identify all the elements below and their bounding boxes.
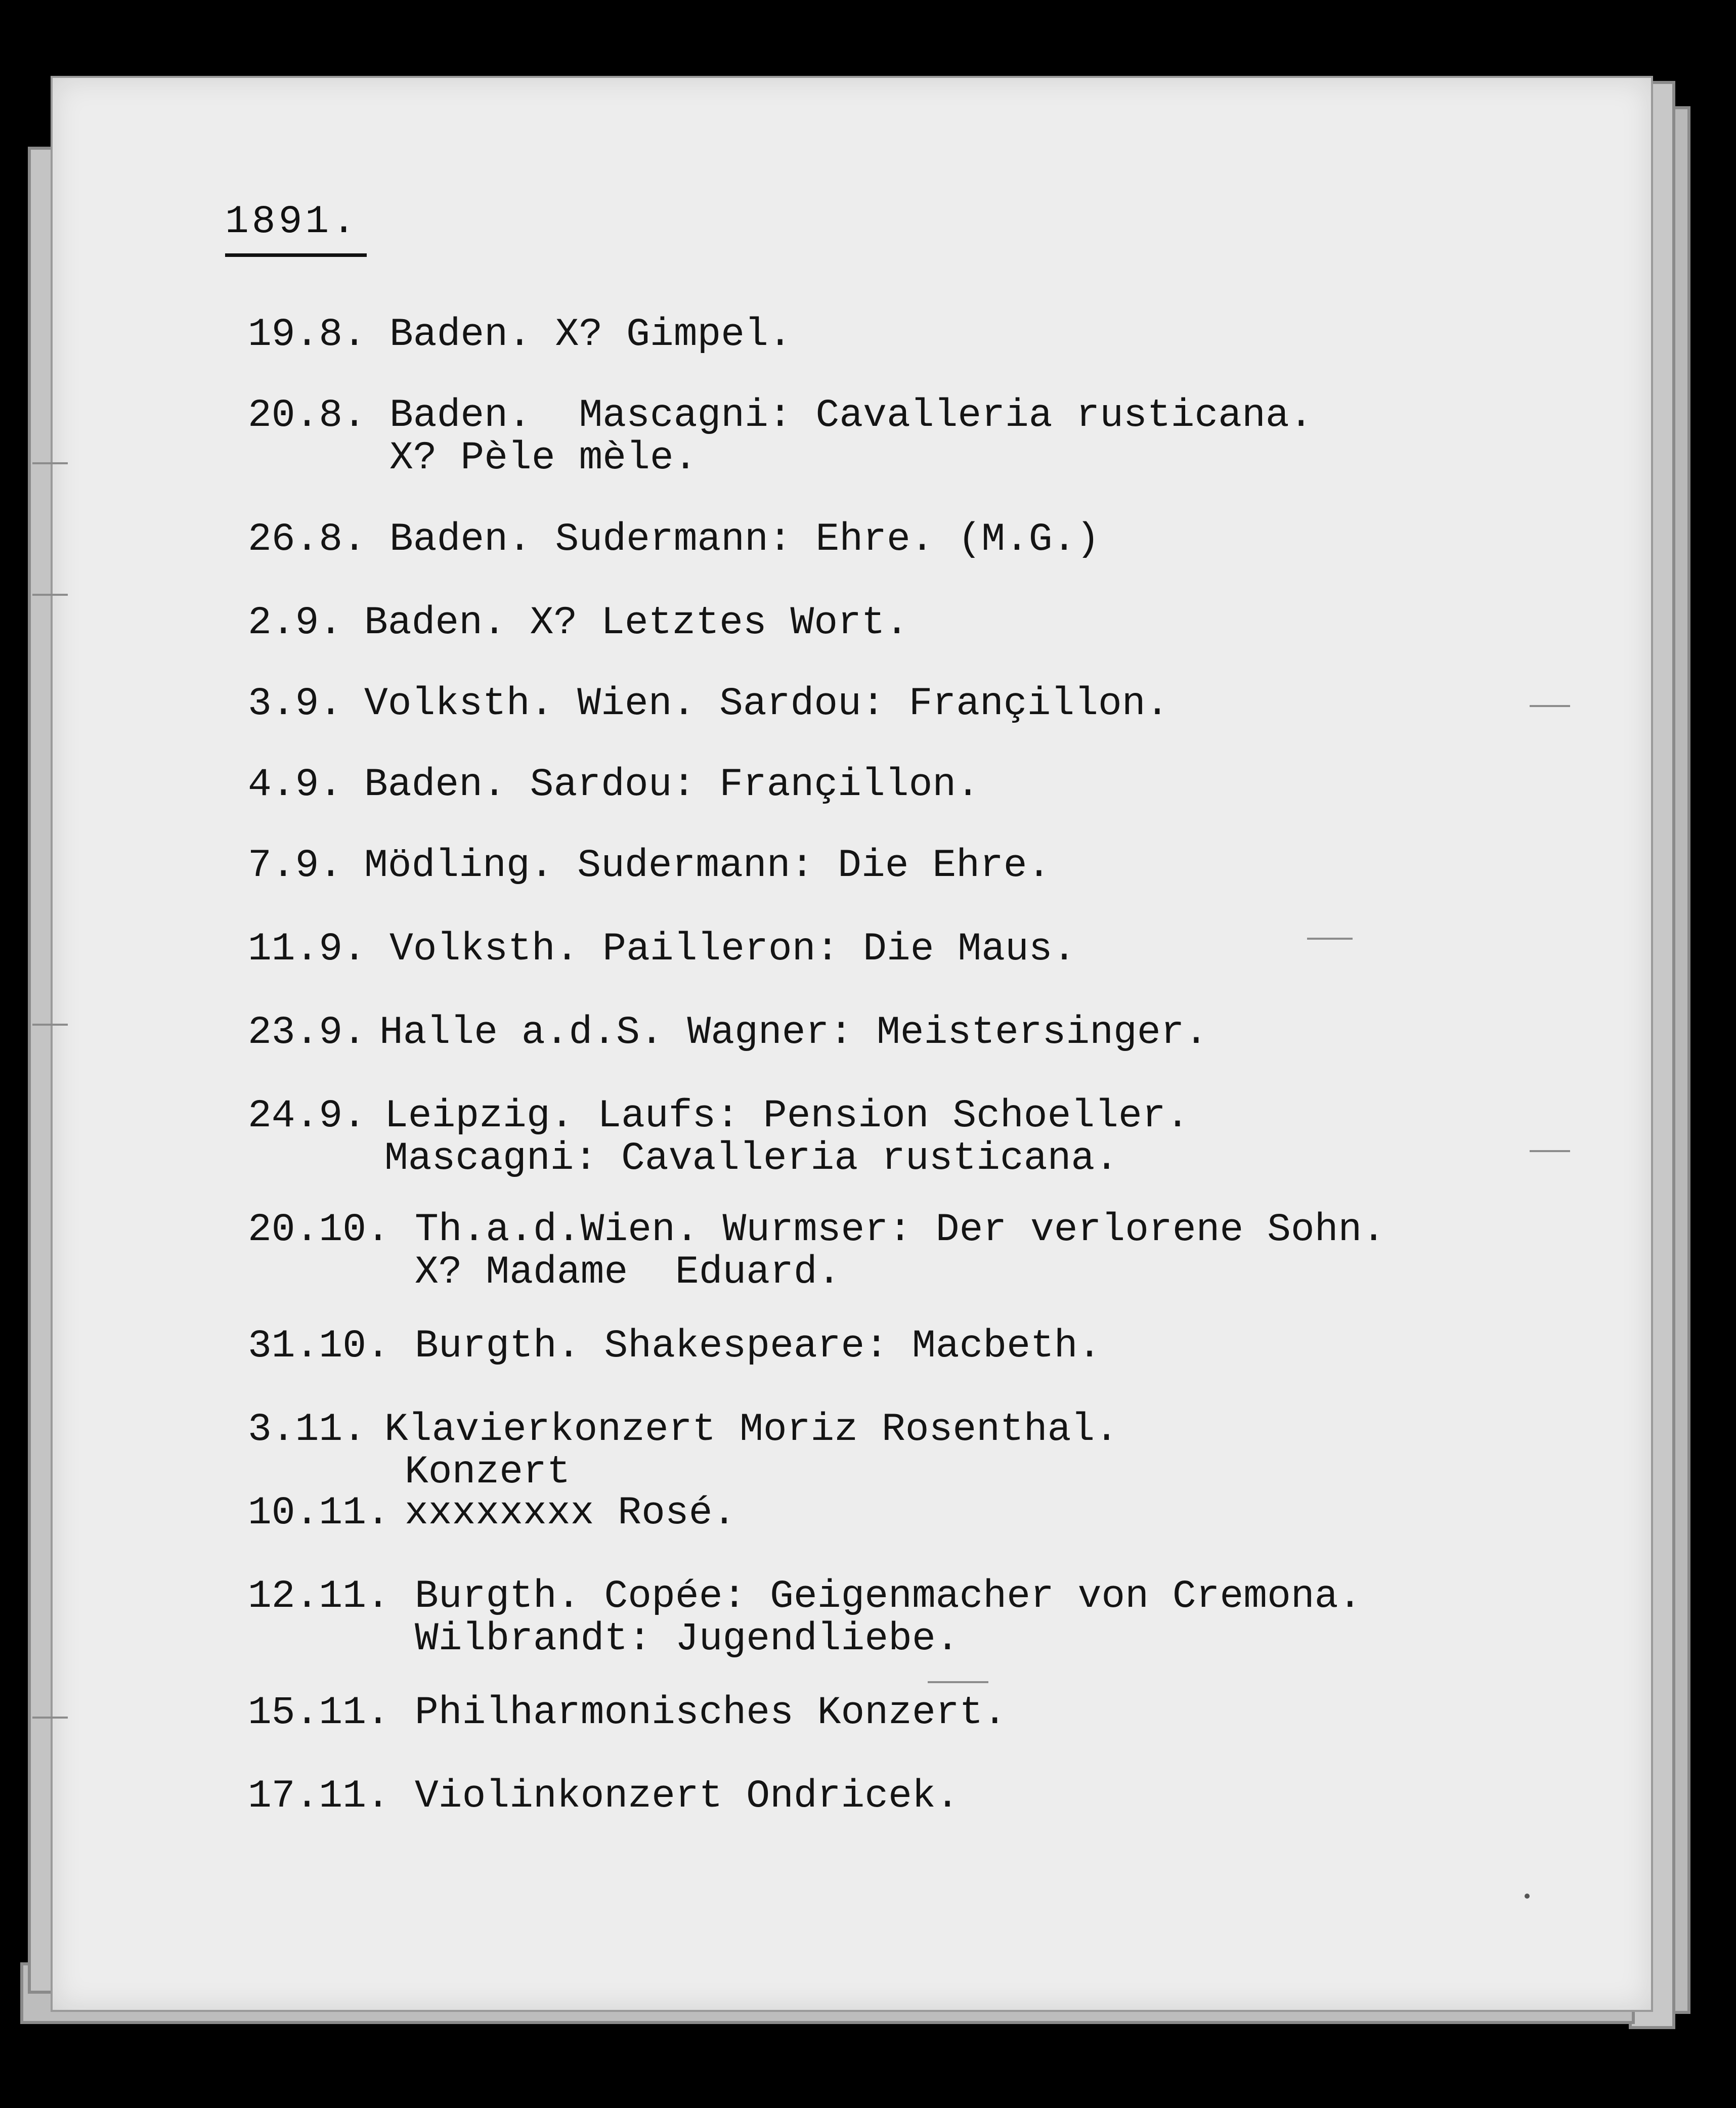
entry-text: Klavierkonzert Moriz Rosenthal. xyxy=(384,1408,1119,1452)
list-item xyxy=(248,1775,1614,1818)
entry-date: 12.11. xyxy=(248,1574,390,1619)
list-item xyxy=(248,314,1614,356)
smudge-mark xyxy=(928,1681,988,1683)
entry-date: 10.11. xyxy=(248,1491,390,1535)
list-item xyxy=(248,1409,1614,1494)
entry-text: Volksth. Wien. Sardou: Françillon. xyxy=(364,682,1169,726)
list-item xyxy=(248,1012,1614,1054)
list-item xyxy=(248,602,1614,644)
list-item xyxy=(248,1692,1614,1734)
entry-date: 4.9. xyxy=(248,763,343,807)
entry-date: 3.11. xyxy=(248,1408,367,1452)
entry-text: Burgth. Copée: Geigenmacher von Cremona. xyxy=(415,1574,1362,1619)
list-item xyxy=(248,518,1614,561)
list-item xyxy=(248,928,1614,971)
entry-date: 31.10. xyxy=(248,1324,390,1369)
entry-text: Baden. Sudermann: Ehre. (M.G.) xyxy=(389,517,1100,562)
entry-text: Mödling. Sudermann: Die Ehre. xyxy=(364,844,1051,888)
entry-text: Halle a.d.S. Wagner: Meistersinger. xyxy=(379,1011,1208,1055)
page-year-heading: 1891. xyxy=(225,200,367,257)
entry-text: Baden. X? Letztes Wort. xyxy=(364,601,909,645)
list-item xyxy=(248,1209,1614,1294)
list-item xyxy=(248,845,1614,887)
list-item xyxy=(248,1575,1614,1660)
entry-date: 19.8. xyxy=(248,313,367,357)
entry-date: 11.9. xyxy=(248,927,367,972)
entry-text: Th.a.d.Wien. Wurmser: Der verlorene Sohn. xyxy=(415,1208,1386,1252)
entry-text-continued: Konzert xyxy=(405,1450,571,1495)
entry-text: Baden. X? Gimpel. xyxy=(389,313,792,357)
entry-text-continued: X? Madame Eduard. xyxy=(415,1250,841,1295)
entry-text: Philharmonisches Konzert. xyxy=(415,1691,1007,1735)
entry-text-continued: X? Pèle mèle. xyxy=(389,436,698,480)
entry-date: 15.11. xyxy=(248,1691,390,1735)
entry-text: Burgth. Shakespeare: Macbeth. xyxy=(415,1324,1102,1369)
entry-text: xxxxxxxx Rosé. xyxy=(405,1491,736,1535)
speck xyxy=(1525,1894,1530,1899)
entry-date: 23.9. xyxy=(248,1011,367,1055)
entry-text: Baden. Mascagni: Cavalleria rusticana. xyxy=(389,393,1313,438)
entry-date: 3.9. xyxy=(248,682,343,726)
entry-date: 17.11. xyxy=(248,1774,390,1819)
entry-text: Volksth. Pailleron: Die Maus. xyxy=(389,927,1076,972)
list-item xyxy=(248,764,1614,806)
entry-date: 7.9. xyxy=(248,844,343,888)
list-item xyxy=(248,1492,1614,1534)
margin-tick xyxy=(32,1717,68,1719)
list-item xyxy=(248,1325,1614,1368)
entry-date: 26.8. xyxy=(248,517,367,562)
list-item xyxy=(248,394,1614,479)
list-item xyxy=(248,683,1614,725)
entry-date: 20.10. xyxy=(248,1208,390,1252)
entry-text-continued: Mascagni: Cavalleria rusticana. xyxy=(384,1136,1119,1181)
margin-tick xyxy=(32,594,68,596)
entry-text: Baden. Sardou: Françillon. xyxy=(364,763,980,807)
entry-date: 20.8. xyxy=(248,393,367,438)
margin-tick xyxy=(32,1024,68,1026)
entry-date: 2.9. xyxy=(248,601,343,645)
entry-text: Leipzig. Laufs: Pension Schoeller. xyxy=(384,1094,1190,1138)
entry-text: Violinkonzert Ondricek. xyxy=(415,1774,960,1819)
entry-date: 24.9. xyxy=(248,1094,367,1138)
margin-tick xyxy=(32,462,68,464)
entry-text-continued: Wilbrandt: Jugendliebe. xyxy=(415,1617,960,1661)
list-item xyxy=(248,1095,1614,1180)
